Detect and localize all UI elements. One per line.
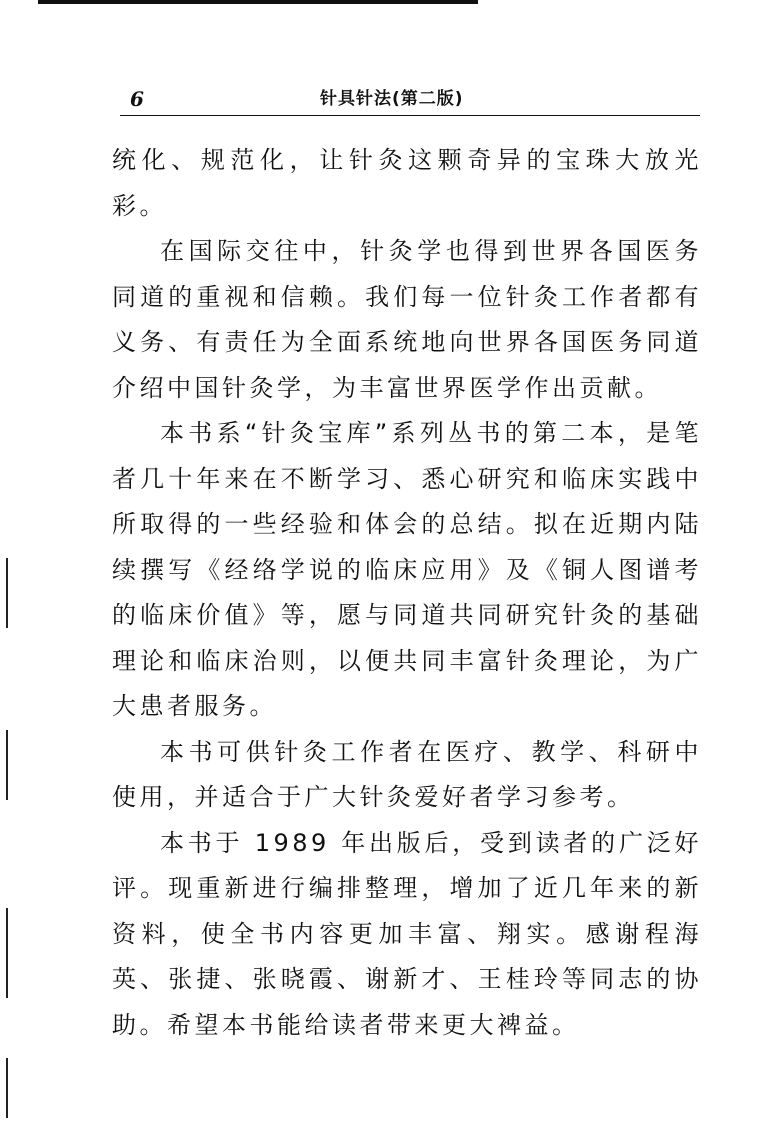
- paragraph: 在国际交往中，针灸学也得到世界各国医务同道的重视和信赖。我们每一位针灸工作者都有义务、有责任为全面系统地向世界各国医务同道介绍中国针灸学，为丰富世界医学作出贡献。: [112, 237, 702, 402]
- page-body: [112, 138, 702, 1048]
- paragraph: 本书系“针灸宝库”系列丛书的第二本，是笔者几十年来在不断学习、悉心研究和临床实践中所取得的一些经验和体会的总结。拟在近期内陆续撰写《经络学说的临床应用》及《铜人图谱考的临床价值》等，愿与同道共同研究针灸的基础理论和临床治则，以便共同丰富针灸理论，为广大患者服务。: [112, 419, 702, 720]
- top-scan-rule: [38, 0, 478, 4]
- paragraph: 本书于 1989 年出版后，受到读者的广泛好评。现重新进行编排整理，增加了近几年来的新资料，使全书内容更加丰富、翔实。感谢程海英、张捷、张晓霞、谢新才、王桂玲等同志的协助。希望本书能给读者带来更大裨益。: [112, 828, 702, 1039]
- scan-edge-mark: [6, 730, 8, 800]
- running-title: 针具针法(第二版): [320, 89, 464, 109]
- page-number: 6: [130, 87, 144, 111]
- header-divider: [120, 115, 700, 116]
- scan-edge-mark: [6, 558, 8, 628]
- scan-edge-mark: [6, 1058, 8, 1118]
- scan-edge-mark: [6, 908, 8, 998]
- paragraph-continued: 统化、规范化，让针灸这颗奇异的宝珠大放光彩。: [112, 146, 702, 220]
- page-header: [120, 86, 698, 114]
- paragraph: 本书可供针灸工作者在医疗、教学、科研中使用，并适合于广大针灸爱好者学习参考。: [112, 737, 702, 811]
